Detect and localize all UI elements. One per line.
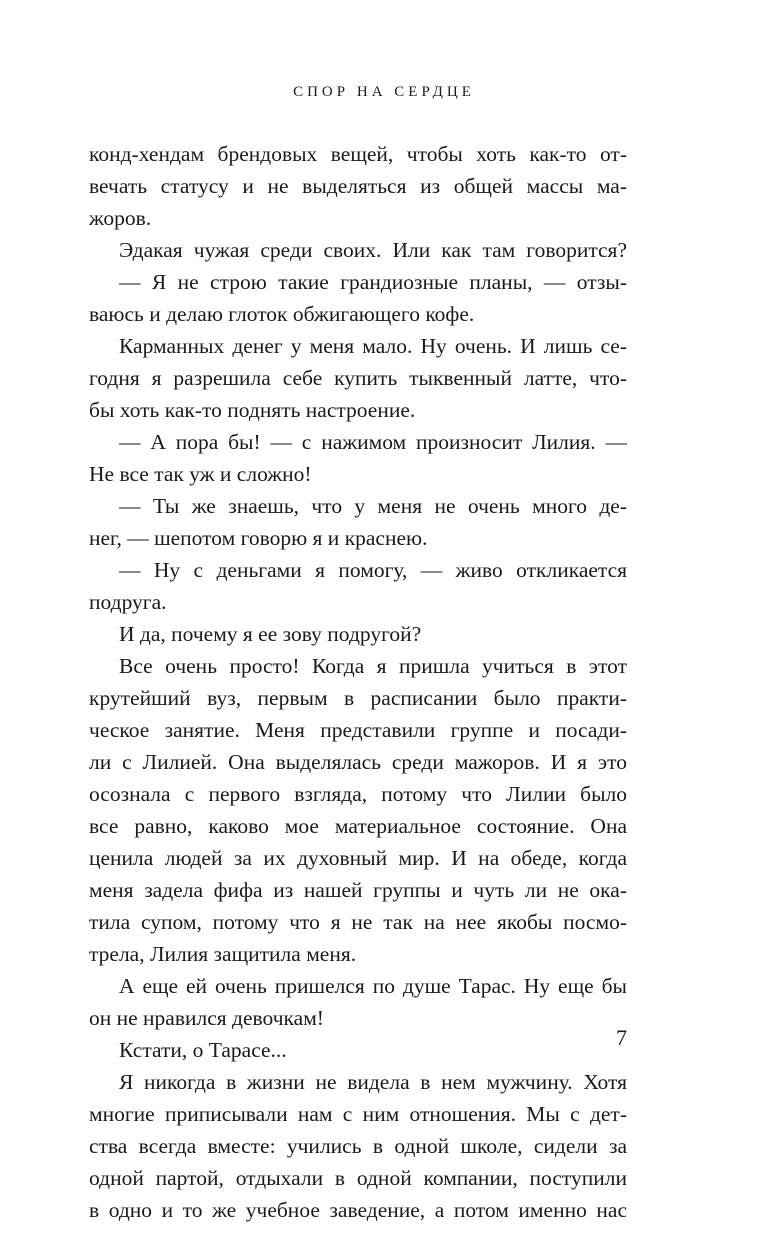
text-line: бы хоть как-то поднять настроение. xyxy=(89,398,416,422)
body-text xyxy=(89,138,627,1226)
text-line: Я никогда в жизни не видела в нем мужчину. Хотя xyxy=(119,1070,627,1094)
text-line: осознала с первого взгляда, потому что Лилии было xyxy=(89,782,627,806)
text-line: И да, почему я ее зову подругой? xyxy=(119,622,422,646)
text-line: он не нравился девочкам! xyxy=(89,1006,324,1030)
text-line: ства всегда вместе: учились в одной школе, сидели за xyxy=(89,1134,627,1158)
text-line: тила супом, потому что я не так на нее якобы посмо- xyxy=(89,910,627,934)
text-line: многие приписывали нам с ним отношения. Мы с дет- xyxy=(89,1102,627,1126)
text-line: ценила людей за их духовный мир. И на обеде, когда xyxy=(89,846,627,870)
text-line: — А пора бы! — с нажимом произносит Лилия. — xyxy=(119,430,627,454)
text-line: — Ну с деньгами я помогу, — живо откликается xyxy=(119,558,627,582)
running-head: СПОР НА СЕРДЦЕ xyxy=(293,84,475,100)
page-number: 7 xyxy=(616,1025,627,1050)
text-line: ческое занятие. Меня представили группе и посади- xyxy=(89,718,627,742)
text-line: трела, Лилия защитила меня. xyxy=(89,942,357,966)
text-line: меня задела фифа из нашей группы и чуть ли не ока- xyxy=(89,878,627,902)
text-line: в одно и то же учебное заведение, а потом именно нас xyxy=(89,1198,627,1222)
text-line: ли с Лилией. Она выделялась среди мажоров. И я это xyxy=(89,750,627,774)
text-line: нег, — шепотом говорю я и краснею. xyxy=(89,526,428,550)
text-line: годня я разрешила себе купить тыквенный латте, что- xyxy=(89,366,627,390)
text-line: подруга. xyxy=(89,590,167,614)
text-line: одной партой, отдыхали в одной компании, поступили xyxy=(89,1166,627,1190)
text-line: ваюсь и делаю глоток обжигающего кофе. xyxy=(89,302,475,326)
text-line: вечать статусу и не выделяться из общей массы ма- xyxy=(89,174,627,198)
text-line: Кстати, о Тарасе... xyxy=(119,1038,287,1062)
text-line: все равно, каково мое материальное состояние. Она xyxy=(89,814,627,838)
text-line: Эдакая чужая среди своих. Или как там говорится? xyxy=(119,238,627,262)
text-line: Не все так уж и сложно! xyxy=(89,462,312,486)
text-line: жоров. xyxy=(89,206,152,230)
text-line: А еще ей очень пришелся по душе Тарас. Ну еще бы xyxy=(119,974,627,998)
text-line: — Я не строю такие грандиозные планы, — отзы- xyxy=(119,270,627,294)
text-line: крутейший вуз, первым в расписании было практи- xyxy=(89,686,627,710)
text-line: конд-хендам брендовых вещей, чтобы хоть как-то от- xyxy=(89,142,627,166)
text-line: — Ты же знаешь, что у меня не очень много де- xyxy=(119,494,627,518)
text-line: Карманных денег у меня мало. Ну очень. И лишь се- xyxy=(119,334,627,358)
text-line: Все очень просто! Когда я пришла учиться в этот xyxy=(119,654,627,678)
